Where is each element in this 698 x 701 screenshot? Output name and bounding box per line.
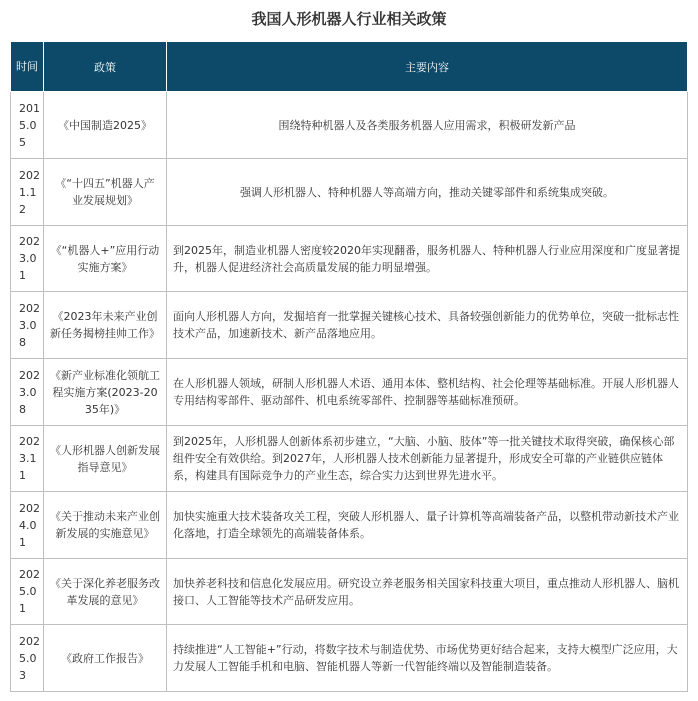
row-time: 2025.03 xyxy=(11,625,44,692)
row-policy: 《新产业标准化领航工程实施方案(2023-2035年)》 xyxy=(44,359,167,426)
table-row xyxy=(11,492,688,559)
row-policy: 《人形机器人创新发展指导意见》 xyxy=(44,426,167,492)
row-content: 加快实施重大技术装备攻关工程，突破人形机器人、量子计算机等高端装备产品，以整机带动新技术产业化落地，打造全球领先的高端装备体系。 xyxy=(167,492,688,559)
row-time: 2023.08 xyxy=(11,359,44,426)
row-content: 围绕特种机器人及各类服务机器人应用需求，积极研发新产品 xyxy=(167,92,688,159)
row-content: 面向人形机器人方向，发掘培育一批掌握关键核心技术、具备较强创新能力的优势单位，突破一批标志性技术产品，加速新技术、新产品落地应用。 xyxy=(167,292,688,359)
table-title: 我国人形机器人行业相关政策 xyxy=(251,10,447,28)
row-policy: 《政府工作报告》 xyxy=(44,625,167,692)
table-row xyxy=(11,226,688,292)
row-time: 2021.12 xyxy=(11,159,44,226)
row-content: 在人形机器人领域，研制人形机器人术语、通用本体、整机结构、社会伦理等基础标准。开展人形机器人专用结构零部件、驱动部件、机电系统零部件、控制器等基础标准预研。 xyxy=(167,359,688,426)
row-content: 到2025年，人形机器人创新体系初步建立，“大脑、小脑、肢体”等一批关键技术取得突破，确保核心部组件安全有效供给。到2027年，人形机器人技术创新能力显著提升，形成安全可靠的产业链供应链体系，构建具有国际竞争力的产业生态，综合实力达到世界先进水平。 xyxy=(167,426,688,492)
table-row xyxy=(11,426,688,492)
policy-table xyxy=(10,41,688,692)
row-policy: 《中国制造2025》 xyxy=(44,92,167,159)
table-row xyxy=(11,92,688,159)
row-policy: 《关于推动未来产业创新发展的实施意见》 xyxy=(44,492,167,559)
table-header-row xyxy=(11,42,688,92)
row-policy: 《关于深化养老服务改革发展的意见》 xyxy=(44,559,167,625)
row-time: 2025.01 xyxy=(11,559,44,625)
row-time: 2023.11 xyxy=(11,426,44,492)
table-row xyxy=(11,292,688,359)
row-policy: 《2023年未来产业创新任务揭榜挂帅工作》 xyxy=(44,292,167,359)
row-content: 到2025年，制造业机器人密度较2020年实现翻番，服务机器人、特种机器人行业应用深度和广度显著提升，机器人促进经济社会高质量发展的能力明显增强。 xyxy=(167,226,688,292)
row-time: 2024.01 xyxy=(11,492,44,559)
table-row xyxy=(11,625,688,692)
row-content: 加快养老科技和信息化发展应用。研究设立养老服务相关国家科技重大项目，重点推动人形机器人、脑机接口、人工智能等技术产品研发应用。 xyxy=(167,559,688,625)
table-row xyxy=(11,159,688,226)
row-policy: 《“十四五”机器人产业发展规划》 xyxy=(44,159,167,226)
row-policy: 《“机器人+”应用行动实施方案》 xyxy=(44,226,167,292)
header-policy: 政策 xyxy=(44,42,167,92)
row-time: 2023.01 xyxy=(11,226,44,292)
header-content: 主要内容 xyxy=(167,42,688,92)
table-row xyxy=(11,559,688,625)
row-time: 2015.05 xyxy=(11,92,44,159)
row-content: 强调人形机器人、特种机器人等高端方向，推动关键零部件和系统集成突破。 xyxy=(167,159,688,226)
row-content: 持续推进“人工智能+”行动，将数字技术与制造优势、市场优势更好结合起来，支持大模型广泛应用，大力发展人工智能手机和电脑、智能机器人等新一代智能终端以及智能制造装备。 xyxy=(167,625,688,692)
row-time: 2023.08 xyxy=(11,292,44,359)
table-row xyxy=(11,359,688,426)
header-time: 时间 xyxy=(11,42,44,92)
